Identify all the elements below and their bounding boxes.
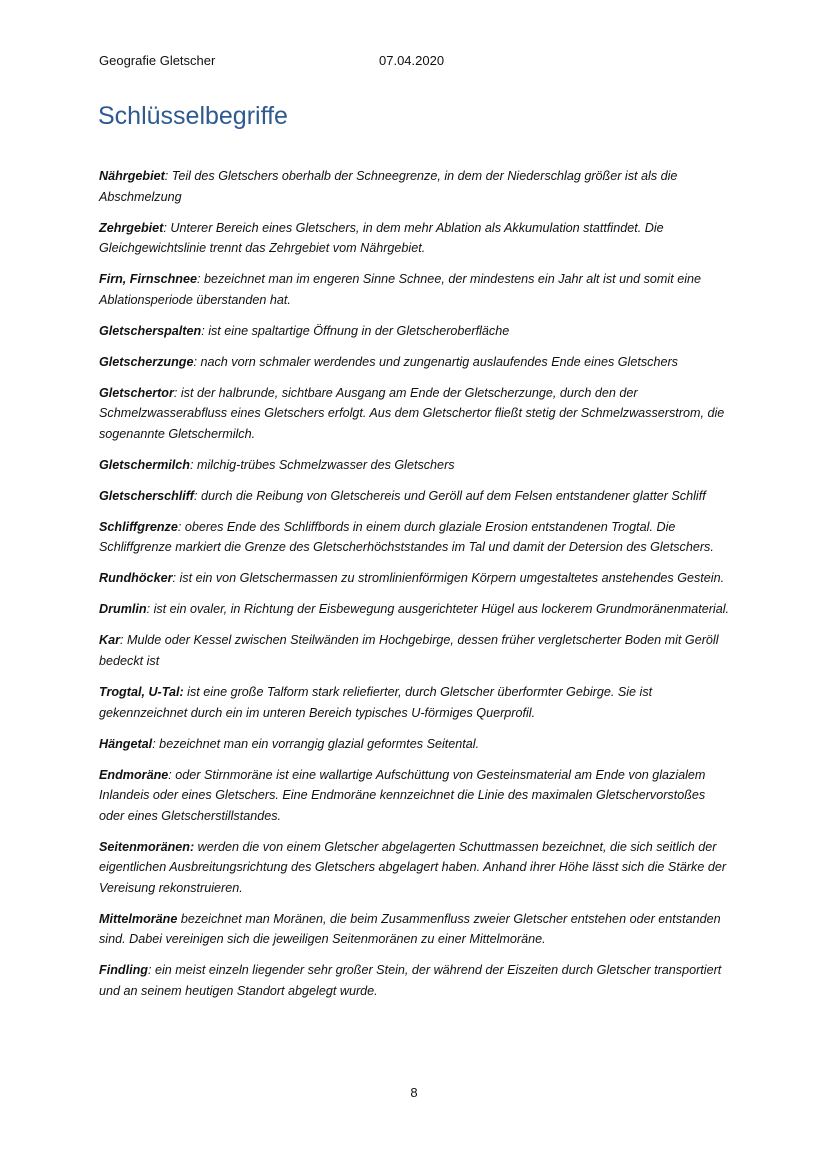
- page-number: 8: [410, 1085, 418, 1100]
- glossary-entry: [99, 960, 731, 1001]
- glossary-definition: : ist der halbrunde, sichtbare Ausgang am Ende der Gletscherzunge, durch den der Schmelzwasserabfluss eines Gletschers erfolgt. Aus dem Gletschertor fließt stetig der Schmelzwasserstrom, die sogenannte Gletschermilch.: [99, 385, 725, 441]
- glossary-term: Mittelmoräne: [99, 911, 178, 926]
- glossary-entry: [99, 352, 731, 373]
- glossary-definition: : milchig-trübes Schmelzwasser des Gletschers: [190, 457, 455, 472]
- glossary-definition: : Unterer Bereich eines Gletschers, in dem mehr Ablation als Akkumulation stattfindet. Die Gleichgewichtslinie trennt das Zehrgebiet vom Nährgebiet.: [99, 220, 664, 256]
- glossary-definition: : oberes Ende des Schliffbords in einem durch glaziale Erosion entstandenen Trogtal. Die Schliffgrenze markiert die Grenze des Gletscherhöchststandes im Tal und damit der Detersion des Gletschers.: [99, 519, 714, 555]
- glossary-definition: : oder Stirnmoräne ist eine wallartige Aufschüttung von Gesteinsmaterial am Ende von glazialem Inlandeis oder eines Gletschers. Eine Endmoräne kennzeichnet die Linie des maximalen Gletschervorstoßes oder eines Gletscherstillstandes.: [99, 767, 706, 823]
- page-title: Schlüsselbegriffe: [98, 102, 288, 130]
- glossary-term: Hängetal: [99, 736, 153, 751]
- glossary-term: Gletscherspalten: [99, 323, 202, 338]
- glossary-entry: [99, 630, 731, 671]
- glossary-definition: : ist ein ovaler, in Richtung der Eisbewegung ausgerichteter Hügel aus lockerem Grundmoränenmaterial.: [146, 602, 729, 617]
- glossary-term: Gletschermilch: [99, 457, 190, 472]
- glossary-entry: [99, 517, 731, 558]
- glossary-entry: [99, 909, 731, 950]
- glossary-term: Zehrgebiet: [99, 220, 164, 235]
- page-header: [99, 52, 729, 70]
- glossary-definition: : Mulde oder Kessel zwischen Steilwänden im Hochgebirge, dessen früher vergletscherter Boden mit Geröll bedeckt ist: [99, 633, 719, 668]
- glossary-entry: [99, 269, 731, 310]
- glossary-entry: [99, 734, 731, 755]
- glossary-term: Rundhöcker: [99, 571, 173, 586]
- glossary-definition: bezeichnet man Moränen, die beim Zusammenfluss zweier Gletscher entstehen oder entstanden sind. Dabei vereinigen sich die jeweiligen Seitenmoränen zu einer Mittelmoräne.: [99, 911, 721, 947]
- glossary-term: Gletschertor: [99, 385, 174, 400]
- glossary-definition: : Teil des Gletschers oberhalb der Schneegrenze, in dem der Niederschlag größer ist als die Abschmelzung: [99, 169, 678, 204]
- glossary-definition: : ein meist einzeln liegender sehr großer Stein, der während der Eiszeiten durch Gletscher transportiert und an seinem heutigen Standort abgelegt wurde.: [99, 963, 722, 999]
- glossary-entry: [99, 568, 731, 589]
- glossary-entry: [99, 455, 731, 476]
- glossary-term: Kar: [99, 633, 120, 648]
- glossary-entry: [99, 166, 731, 207]
- document-date: 07.04.2020: [379, 53, 445, 68]
- glossary-term: Firn, Firnschnee: [99, 272, 197, 287]
- glossary-entry: [99, 486, 731, 507]
- glossary-term: Findling: [99, 963, 148, 978]
- glossary-definition: : bezeichnet man ein vorrangig glazial geformtes Seitental.: [152, 736, 480, 751]
- glossary-entry: [99, 765, 731, 827]
- glossary-term: Endmoräne: [99, 767, 169, 782]
- glossary-term: Nährgebiet: [99, 169, 165, 183]
- glossary-entry: [99, 837, 731, 899]
- glossary-entry: [99, 682, 731, 723]
- glossary-term: Drumlin: [99, 602, 147, 617]
- glossary-definition: : bezeichnet man im engeren Sinne Schnee, der mindestens ein Jahr alt ist und somit eine Ablationsperiode überstanden hat.: [99, 272, 702, 307]
- glossary-definition: werden die von einem Gletscher abgelagerten Schuttmassen bezeichnet, die sich seitlich der eigentlichen Ausbreitungsrichtung des Gletschers abgelagert haben. Anhand ihrer Höhe lässt sich die Stärke der Vereisung rekonstruieren.: [99, 839, 727, 895]
- glossary-entry: [99, 321, 731, 342]
- glossary-term: Seitenmoränen:: [99, 839, 195, 854]
- glossary-definition: : ist eine spaltartige Öffnung in der Gletscheroberfläche: [201, 323, 510, 338]
- glossary-term: Gletscherzunge: [99, 354, 194, 369]
- glossary-definition: ist eine große Talform stark reliefierter, durch Gletscher überformter Gebirge. Sie ist gekennzeichnet durch ein im unteren Bereich typisches U-förmiges Querprofil.: [99, 684, 653, 720]
- glossary-term: Trogtal, U-Tal:: [99, 684, 184, 699]
- document-title: Geografie Gletscher: [99, 53, 216, 68]
- glossary-entry: [99, 383, 731, 445]
- glossary-list: [99, 166, 731, 1012]
- glossary-definition: : ist ein von Gletschermassen zu stromlinienförmigen Körpern umgestaltetes anstehendes Gestein.: [172, 571, 725, 586]
- glossary-term: Gletscherschliff: [99, 488, 194, 503]
- glossary-definition: : durch die Reibung von Gletschereis und Geröll auf dem Felsen entstandener glatter Schliff: [193, 488, 706, 503]
- glossary-definition: : nach vorn schmaler werdendes und zungenartig auslaufendes Ende eines Gletschers: [193, 354, 678, 369]
- glossary-entry: [99, 218, 731, 259]
- glossary-entry: [99, 599, 731, 620]
- glossary-term: Schliffgrenze: [99, 519, 178, 534]
